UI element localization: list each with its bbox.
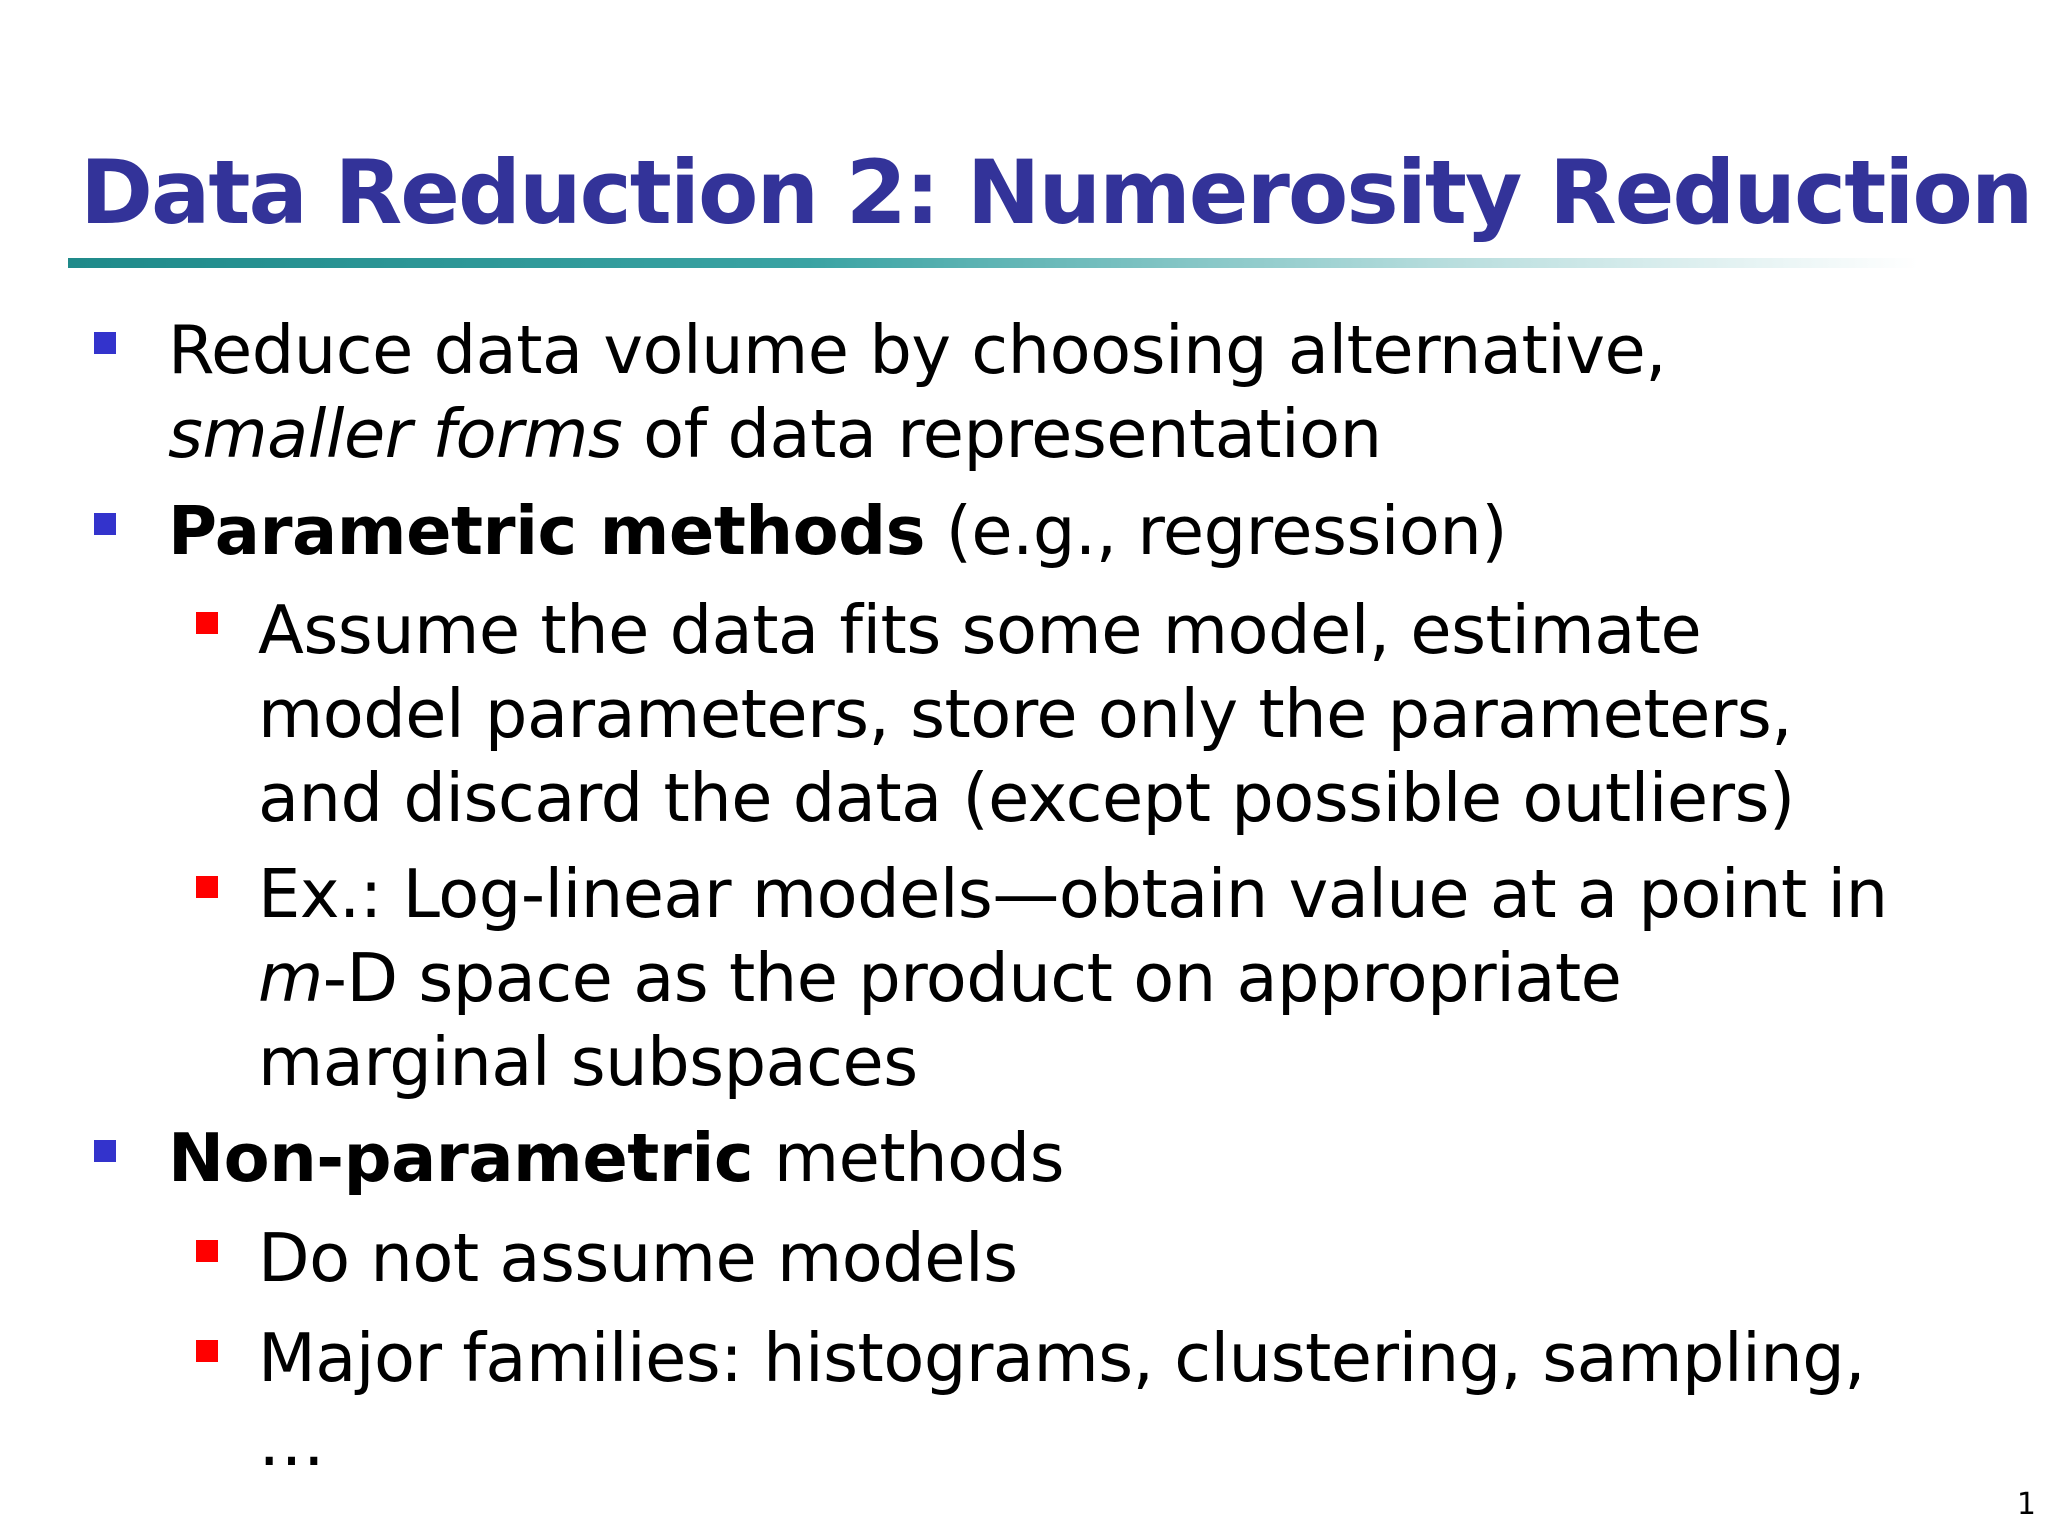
bullet-heading: Parametric methods	[168, 492, 925, 570]
title-underline-rule	[68, 258, 1918, 268]
sub-bullet-item-no-models: Do not assume models	[258, 1219, 1018, 1297]
bullet-heading: Non-parametric	[168, 1119, 754, 1197]
sub-bullet-item-major-families: Major families: histograms, clustering, sampling, …	[258, 1319, 1866, 1481]
sub-bullet-item-assume-model: Assume the data fits some model, estimate model parameters, store only the parameters, and discard the data (except possible outliers)	[258, 591, 1795, 837]
bullet-text: of data representation	[622, 395, 1382, 473]
sub-bullet-square-icon	[196, 1340, 218, 1362]
bullet-square-icon	[94, 513, 116, 535]
bullet-item-parametric-methods	[168, 489, 1908, 573]
bullet-emphasis: m	[258, 939, 323, 1017]
bullet-text: Ex.: Log-linear models—obtain value at a point in	[258, 855, 1888, 933]
bullet-text: (e.g., regression)	[924, 492, 1507, 570]
page-number: 1	[2016, 1487, 2036, 1522]
sub-bullet-square-icon	[196, 1240, 218, 1262]
sub-bullet-square-icon	[196, 876, 218, 898]
bullet-emphasis: smaller forms	[168, 395, 623, 473]
bullet-square-icon	[94, 1140, 116, 1162]
bullet-square-icon	[94, 332, 116, 354]
bullet-item-non-parametric	[168, 1116, 1908, 1200]
sub-bullet-square-icon	[196, 612, 218, 634]
bullet-text: methods	[753, 1119, 1064, 1197]
bullet-text: -D space as the product on appropriate marginal subspaces	[258, 939, 1622, 1101]
bullet-text: Reduce data volume by choosing alternative,	[168, 311, 1667, 389]
sub-bullet-item-log-linear	[258, 852, 1918, 1104]
slide-title: Data Reduction 2: Numerosity Reduction	[80, 141, 2032, 244]
bullet-item-reduce-volume	[168, 308, 1908, 476]
